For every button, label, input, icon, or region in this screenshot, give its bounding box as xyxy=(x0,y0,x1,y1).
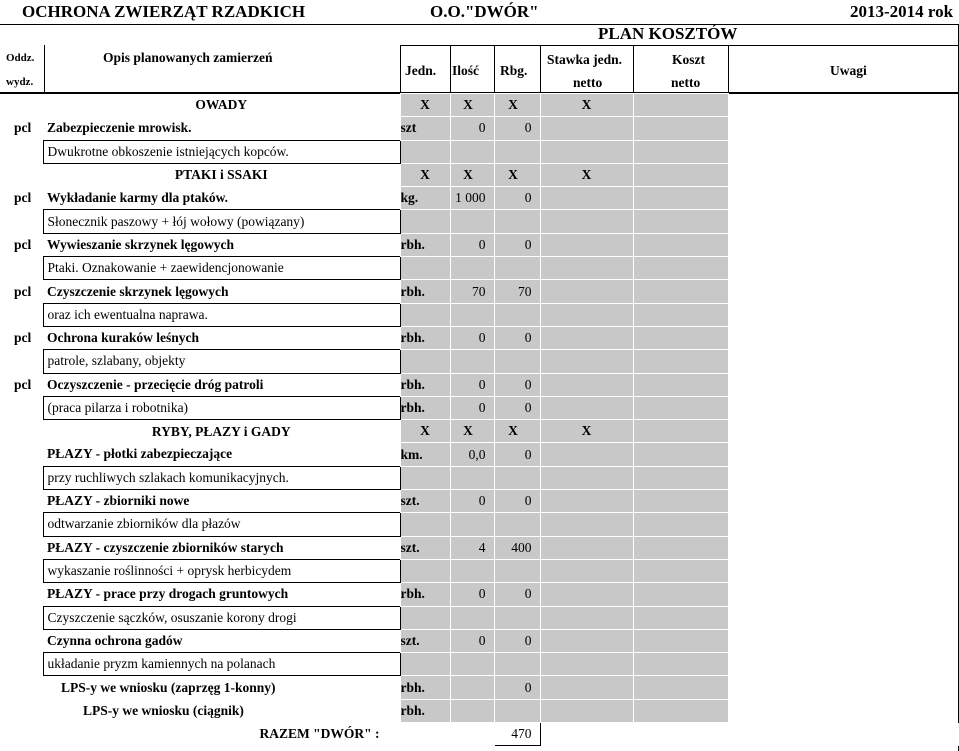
row-cost-cell xyxy=(633,280,728,303)
row-rate-cell xyxy=(540,280,633,303)
row-cost-cell xyxy=(633,629,728,652)
row-description-cell: OWADY xyxy=(195,97,248,113)
row-oddz-cell xyxy=(0,420,43,443)
row-description-cell: PŁAZY - płotki zabezpieczające xyxy=(47,446,233,462)
row-oddz-cell xyxy=(0,723,43,746)
row-oddz-cell xyxy=(0,94,43,117)
row-quantity-cell xyxy=(450,676,494,699)
row-oddz-cell xyxy=(0,443,43,466)
row-rate-cell xyxy=(540,373,633,396)
table-row xyxy=(0,629,959,652)
row-rate-cell xyxy=(540,140,633,163)
row-quantity-cell: 0 xyxy=(450,326,494,349)
row-notes-cell xyxy=(728,210,959,233)
row-rate-cell xyxy=(540,187,633,210)
table-row xyxy=(0,303,959,326)
row-cost-cell xyxy=(633,490,728,513)
row-notes-cell xyxy=(728,490,959,513)
row-description-cell: PŁAZY - prace przy drogach gruntowych xyxy=(47,586,289,602)
row-quantity-cell: 0 xyxy=(450,373,494,396)
header-opis: Opis planowanych zamierzeń xyxy=(103,50,273,65)
row-rbg-cell: 0 xyxy=(494,490,540,513)
row-rate-cell xyxy=(540,117,633,140)
row-quantity-cell xyxy=(450,699,494,722)
row-quantity-cell xyxy=(450,210,494,233)
row-quantity-cell xyxy=(450,466,494,489)
row-cost-cell xyxy=(633,676,728,699)
row-oddz-cell xyxy=(0,466,43,489)
row-notes-cell xyxy=(728,187,959,210)
table-row xyxy=(0,257,959,280)
row-quantity-cell: 0 xyxy=(450,629,494,652)
row-description-cell: Czyszczenie sączków, osuszanie korony drogi xyxy=(43,606,400,629)
row-unit-cell: X xyxy=(400,94,450,117)
row-rate-cell xyxy=(540,233,633,256)
row-description-cell: Ptaki. Oznakowanie + zaewidencjonowanie xyxy=(43,257,400,280)
title-bar xyxy=(0,0,959,25)
row-notes-cell xyxy=(728,653,959,676)
row-description-cell: przy ruchliwych szlakach komunikacyjnych. xyxy=(43,466,400,489)
row-rbg-cell xyxy=(494,257,540,280)
row-unit-cell: rbh. xyxy=(400,326,450,349)
row-cost-cell xyxy=(633,187,728,210)
row-cost-cell xyxy=(633,420,728,443)
row-rbg-cell xyxy=(494,606,540,629)
header-top-line xyxy=(400,45,959,46)
row-rate-cell xyxy=(540,606,633,629)
row-description-cell: Zabezpieczenie mrowisk. xyxy=(47,120,192,136)
header-koszt-2: netto xyxy=(671,75,701,90)
table-row xyxy=(0,676,959,699)
row-quantity-cell xyxy=(450,303,494,326)
row-unit-cell: km. xyxy=(400,443,450,466)
row-description-cell: RAZEM "DWÓR" : xyxy=(259,726,380,742)
row-rate-cell xyxy=(540,350,633,373)
row-rbg-cell: 470 xyxy=(494,723,540,746)
table-row xyxy=(0,163,959,186)
row-unit-cell: rbh. xyxy=(400,676,450,699)
row-rbg-cell: 0 xyxy=(494,373,540,396)
row-quantity-cell: 0,0 xyxy=(450,443,494,466)
header-sep-2 xyxy=(400,45,401,93)
row-notes-cell xyxy=(728,140,959,163)
row-rate-cell: X xyxy=(540,94,633,117)
row-rate-cell: X xyxy=(540,420,633,443)
row-unit-cell: rbh. xyxy=(400,280,450,303)
row-description-cell: Oczyszczenie - przecięcie dróg patroli xyxy=(47,376,264,392)
row-oddz-cell xyxy=(0,303,43,326)
row-rbg-cell xyxy=(494,303,540,326)
row-oddz-cell: pcl xyxy=(14,190,32,206)
row-unit-cell: X xyxy=(400,163,450,186)
row-unit-cell xyxy=(400,606,450,629)
row-rate-cell xyxy=(540,513,633,536)
row-oddz-cell: pcl xyxy=(14,236,32,252)
row-oddz-cell xyxy=(0,559,43,582)
row-description-cell: RYBY, PŁAZY i GADY xyxy=(151,423,291,439)
table-row xyxy=(0,699,959,722)
header-oddz-2: wydz. xyxy=(6,76,34,88)
row-unit-cell: kg. xyxy=(400,187,450,210)
row-unit-cell: szt. xyxy=(400,629,450,652)
row-cost-cell xyxy=(633,583,728,606)
table-row xyxy=(0,559,959,582)
row-notes-cell xyxy=(728,257,959,280)
row-rate-cell xyxy=(540,559,633,582)
row-description-cell: patrole, szlabany, objekty xyxy=(43,350,400,373)
row-oddz-cell xyxy=(0,653,43,676)
table-row xyxy=(0,373,959,396)
header-ilosc: Ilość xyxy=(452,63,479,78)
row-unit-cell: rbh. xyxy=(400,583,450,606)
title-divider xyxy=(0,24,959,25)
row-cost-cell xyxy=(633,233,728,256)
row-quantity-cell: 70 xyxy=(450,280,494,303)
row-unit-cell xyxy=(400,257,450,280)
row-quantity-cell xyxy=(450,723,494,746)
row-cost-cell xyxy=(633,140,728,163)
row-rate-cell xyxy=(540,676,633,699)
row-oddz-cell xyxy=(0,536,43,559)
header-sep-6 xyxy=(633,45,634,93)
row-unit-cell xyxy=(400,723,450,746)
row-rbg-cell: 0 xyxy=(494,233,540,256)
row-quantity-cell: X xyxy=(450,420,494,443)
row-oddz-cell: pcl xyxy=(14,283,32,299)
table-row xyxy=(0,536,959,559)
row-cost-cell xyxy=(633,559,728,582)
row-notes-cell xyxy=(728,163,959,186)
row-oddz-cell xyxy=(0,210,43,233)
row-notes-cell xyxy=(728,513,959,536)
table-row xyxy=(0,606,959,629)
row-oddz-cell xyxy=(0,490,43,513)
row-rbg-cell xyxy=(494,466,540,489)
row-quantity-cell: 0 xyxy=(450,117,494,140)
row-description-cell: PŁAZY - czyszczenie zbiorników starych xyxy=(47,539,284,555)
row-description-cell: Czynna ochrona gadów xyxy=(47,632,183,648)
table-row xyxy=(0,723,959,746)
row-notes-cell xyxy=(728,420,959,443)
row-rbg-cell: 0 xyxy=(494,187,540,210)
row-cost-cell xyxy=(633,373,728,396)
row-cost-cell xyxy=(633,723,728,746)
row-rate-cell xyxy=(540,583,633,606)
row-quantity-cell xyxy=(450,559,494,582)
row-rbg-cell: 70 xyxy=(494,280,540,303)
row-notes-cell xyxy=(728,559,959,582)
row-rate-cell xyxy=(540,629,633,652)
row-unit-cell: szt xyxy=(400,117,450,140)
row-description-cell: (praca pilarza i robotnika) xyxy=(43,396,400,419)
row-unit-cell xyxy=(400,513,450,536)
row-oddz-cell xyxy=(0,163,43,186)
row-cost-cell xyxy=(633,303,728,326)
year-label: 2013-2014 rok xyxy=(850,2,954,21)
row-description-cell: oraz ich ewentualna naprawa. xyxy=(43,303,400,326)
table-row xyxy=(0,233,959,256)
row-cost-cell xyxy=(633,257,728,280)
row-description-cell: Dwukrotne obkoszenie istniejących kopców. xyxy=(43,140,400,163)
row-rate-cell xyxy=(540,443,633,466)
row-description-cell: wykaszanie roślinności + oprysk herbicydem xyxy=(43,559,400,582)
row-notes-cell xyxy=(728,443,959,466)
row-quantity-cell: X xyxy=(450,94,494,117)
row-unit-cell xyxy=(400,466,450,489)
row-oddz-cell xyxy=(0,676,43,699)
row-notes-cell xyxy=(728,350,959,373)
row-unit-cell: szt. xyxy=(400,490,450,513)
row-rbg-cell xyxy=(494,210,540,233)
row-description-cell: Wykładanie karmy dla ptaków. xyxy=(47,190,229,206)
unit-title: O.O."DWÓR" xyxy=(430,2,539,21)
row-notes-cell xyxy=(728,326,959,349)
row-cost-cell xyxy=(633,466,728,489)
row-quantity-cell: X xyxy=(450,163,494,186)
row-cost-cell xyxy=(633,94,728,117)
row-unit-cell: rbh. xyxy=(400,233,450,256)
row-notes-cell xyxy=(728,117,959,140)
row-notes-cell xyxy=(728,303,959,326)
row-quantity-cell xyxy=(450,513,494,536)
row-quantity-cell xyxy=(450,257,494,280)
header-sep-3 xyxy=(450,45,451,93)
row-cost-cell xyxy=(633,513,728,536)
header-oddz-1: Oddz. xyxy=(6,52,35,64)
row-oddz-cell xyxy=(0,513,43,536)
row-quantity-cell: 1 000 xyxy=(450,187,494,210)
row-rbg-cell xyxy=(494,559,540,582)
row-rbg-cell: 400 xyxy=(494,536,540,559)
row-description-cell: Słonecznik paszowy + łój wołowy (powiązany) xyxy=(43,210,400,233)
row-cost-cell xyxy=(633,350,728,373)
table-row xyxy=(0,117,959,140)
row-unit-cell: rbh. xyxy=(400,396,450,419)
row-unit-cell xyxy=(400,210,450,233)
row-rate-cell xyxy=(540,396,633,419)
row-cost-cell xyxy=(633,210,728,233)
row-cost-cell xyxy=(633,326,728,349)
table-row xyxy=(0,94,959,117)
row-oddz-cell xyxy=(0,629,43,652)
row-oddz-cell: pcl xyxy=(14,376,32,392)
row-notes-cell xyxy=(728,676,959,699)
row-quantity-cell: 0 xyxy=(450,490,494,513)
header-uwagi: Uwagi xyxy=(830,63,867,78)
row-rbg-cell: 0 xyxy=(494,583,540,606)
row-unit-cell xyxy=(400,303,450,326)
row-rbg-cell xyxy=(494,653,540,676)
row-unit-cell xyxy=(400,559,450,582)
table-row xyxy=(0,513,959,536)
row-quantity-cell: 4 xyxy=(450,536,494,559)
header-sep-5 xyxy=(540,45,541,93)
header-rbg: Rbg. xyxy=(500,63,528,78)
row-oddz-cell xyxy=(0,257,43,280)
row-rate-cell xyxy=(540,210,633,233)
row-rbg-cell: 0 xyxy=(494,629,540,652)
row-description-cell: odtwarzanie zbiorników dla płazów xyxy=(43,513,400,536)
row-rate-cell xyxy=(540,490,633,513)
row-notes-cell xyxy=(728,373,959,396)
header-sep-1 xyxy=(44,45,45,93)
table-row xyxy=(0,187,959,210)
row-description-cell: Czyszczenie skrzynek lęgowych xyxy=(47,283,229,299)
table-row xyxy=(0,350,959,373)
row-rate-cell xyxy=(540,653,633,676)
row-rbg-cell: X xyxy=(494,420,540,443)
row-rbg-cell xyxy=(494,699,540,722)
row-cost-cell xyxy=(633,117,728,140)
header-jedn: Jedn. xyxy=(405,63,437,78)
row-rbg-cell: 0 xyxy=(494,676,540,699)
row-description-cell: LPS-y we wniosku (ciągnik) xyxy=(83,702,244,718)
row-description-cell: Wywieszanie skrzynek lęgowych xyxy=(47,236,234,252)
row-oddz-cell: pcl xyxy=(14,330,32,346)
row-notes-cell xyxy=(728,94,959,117)
row-rate-cell xyxy=(540,466,633,489)
row-quantity-cell: 0 xyxy=(450,396,494,419)
row-rbg-cell: X xyxy=(494,94,540,117)
header-stawka-2: netto xyxy=(573,75,603,90)
row-cost-cell xyxy=(633,443,728,466)
table-row xyxy=(0,466,959,489)
row-unit-cell xyxy=(400,653,450,676)
row-notes-cell xyxy=(728,466,959,489)
cost-table xyxy=(0,93,959,746)
table-row xyxy=(0,326,959,349)
row-rbg-cell xyxy=(494,350,540,373)
row-rate-cell xyxy=(540,326,633,349)
row-quantity-cell xyxy=(450,140,494,163)
row-notes-cell xyxy=(728,536,959,559)
row-description-cell: PTAKI i SSAKI xyxy=(174,167,268,183)
table-row xyxy=(0,396,959,419)
row-oddz-cell xyxy=(0,583,43,606)
row-cost-cell xyxy=(633,653,728,676)
table-row xyxy=(0,583,959,606)
header-sep-7 xyxy=(728,45,729,93)
row-notes-cell xyxy=(728,699,959,722)
row-oddz-cell xyxy=(0,699,43,722)
row-rate-cell xyxy=(540,536,633,559)
row-notes-cell xyxy=(728,583,959,606)
row-notes-cell xyxy=(728,723,959,746)
row-unit-cell xyxy=(400,140,450,163)
row-unit-cell: rbh. xyxy=(400,699,450,722)
row-rbg-cell: 0 xyxy=(494,117,540,140)
row-cost-cell xyxy=(633,606,728,629)
row-rbg-cell xyxy=(494,140,540,163)
table-row xyxy=(0,280,959,303)
row-oddz-cell xyxy=(0,606,43,629)
table-row xyxy=(0,443,959,466)
row-quantity-cell xyxy=(450,350,494,373)
table-row xyxy=(0,653,959,676)
row-oddz-cell xyxy=(0,140,43,163)
row-quantity-cell xyxy=(450,606,494,629)
plan-title: PLAN KOSZTÓW xyxy=(598,24,738,43)
row-rate-cell xyxy=(540,723,633,746)
row-cost-cell xyxy=(633,396,728,419)
table-row xyxy=(0,140,959,163)
row-description-cell: LPS-y we wniosku (zaprzęg 1-konny) xyxy=(61,679,276,695)
row-rate-cell: X xyxy=(540,163,633,186)
row-notes-cell xyxy=(728,233,959,256)
table-row xyxy=(0,210,959,233)
row-unit-cell: rbh. xyxy=(400,373,450,396)
row-notes-cell xyxy=(728,280,959,303)
row-cost-cell xyxy=(633,536,728,559)
row-rbg-cell: 0 xyxy=(494,396,540,419)
row-unit-cell: szt. xyxy=(400,536,450,559)
row-notes-cell xyxy=(728,629,959,652)
row-notes-cell xyxy=(728,606,959,629)
row-description-cell: układanie pryzm kamiennych na polanach xyxy=(43,653,400,676)
table-body xyxy=(0,94,959,746)
row-description-cell: Ochrona kuraków leśnych xyxy=(47,330,200,346)
row-cost-cell xyxy=(633,163,728,186)
table-row xyxy=(0,490,959,513)
row-rbg-cell: 0 xyxy=(494,326,540,349)
row-rbg-cell: X xyxy=(494,163,540,186)
row-quantity-cell: 0 xyxy=(450,583,494,606)
org-title: OCHRONA ZWIERZĄT RZADKICH xyxy=(22,2,306,21)
row-oddz-cell xyxy=(0,350,43,373)
row-rbg-cell: 0 xyxy=(494,443,540,466)
row-notes-cell xyxy=(728,396,959,419)
row-quantity-cell xyxy=(450,653,494,676)
row-quantity-cell: 0 xyxy=(450,233,494,256)
row-rate-cell xyxy=(540,257,633,280)
row-cost-cell xyxy=(633,699,728,722)
row-oddz-cell xyxy=(0,396,43,419)
row-description-cell: PŁAZY - zbiorniki nowe xyxy=(47,493,190,509)
row-rate-cell xyxy=(540,303,633,326)
header-stawka-1: Stawka jedn. xyxy=(547,52,623,67)
row-rate-cell xyxy=(540,699,633,722)
row-oddz-cell: pcl xyxy=(14,120,32,136)
header-sep-4 xyxy=(494,45,495,93)
header-koszt-1: Koszt xyxy=(672,52,705,67)
row-unit-cell xyxy=(400,350,450,373)
row-rbg-cell xyxy=(494,513,540,536)
row-unit-cell: X xyxy=(400,420,450,443)
table-row xyxy=(0,420,959,443)
